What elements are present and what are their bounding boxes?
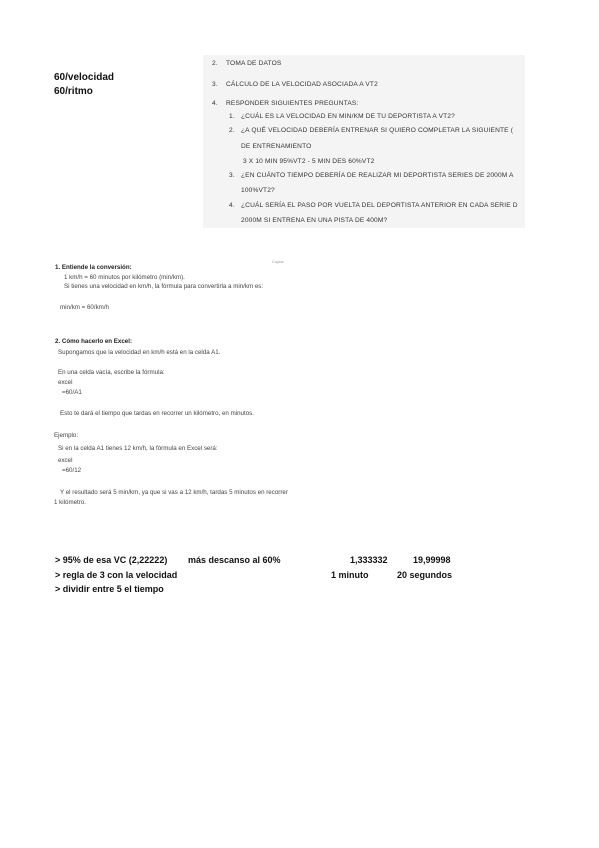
- subitem-number: 4.: [229, 202, 235, 209]
- formula: min/km = 60/km/h: [60, 304, 109, 311]
- calc-note: > dividir entre 5 el tiempo: [55, 584, 164, 594]
- calc-value: 19,99998: [413, 555, 451, 565]
- item-text: CÁLCULO DE LA VELOCIDAD ASOCIADA A VT2: [226, 81, 378, 88]
- paragraph: En una celda vacía, escribe la fórmula:: [58, 369, 165, 376]
- task-screenshot: [203, 55, 525, 228]
- subitem-text: DE ENTRENAMIENTO: [241, 143, 312, 150]
- code-label: excel: [58, 379, 73, 386]
- paragraph: Supongamos que la velocidad en km/h está en la celda A1.: [58, 349, 221, 356]
- calc-note: > 95% de esa VC (2,22222): [55, 555, 168, 565]
- item-text: RESPONDER SIGUIENTES PREGUNTAS:: [226, 100, 359, 107]
- subitem-number: 1.: [229, 113, 235, 120]
- calc-value: 1,333332: [350, 555, 388, 565]
- calc-value: 1 minuto: [331, 570, 369, 580]
- copy-label: Copiar: [272, 259, 284, 264]
- paragraph: 1 kilómetro.: [54, 499, 86, 506]
- section-heading: 2. Cómo hacerlo en Excel:: [55, 338, 133, 345]
- code-label: excel: [58, 457, 73, 464]
- subitem-text: ¿A QUÉ VELOCIDAD DEBERÍA ENTRENAR SI QUIERO COMPLETAR LA SIGUIENTE (: [241, 127, 514, 134]
- note-ritmo: 60/ritmo: [54, 86, 93, 97]
- item-number: 4.: [212, 100, 218, 107]
- subitem-text: 2000M SI ENTRENA EN UNA PISTA DE 400M?: [241, 217, 388, 224]
- paragraph: Y el resultado será 5 min/km, ya que si vas a 12 km/h, tardas 5 minutos en recorrer: [60, 489, 288, 496]
- paragraph: Si tienes una velocidad en km/h, la fórmula para convertirla a min/km es:: [64, 283, 264, 290]
- subitem-text: ¿EN CUÁNTO TIEMPO DEBERÍA DE REALIZAR MI DEPORTISTA SERIES DE 2000M A: [241, 172, 514, 179]
- calc-note: > regla de 3 con la velocidad: [55, 570, 178, 580]
- calc-value: 20 segundos: [397, 570, 453, 580]
- paragraph: Si en la celda A1 tienes 12 km/h, la fórmula en Excel será:: [58, 445, 218, 452]
- subitem-number: 3.: [229, 172, 235, 179]
- code-formula: =60/A1: [62, 389, 82, 396]
- subitem-text: ¿CUÁL ES LA VELOCIDAD EN MIN/KM DE TU DEPORTISTA A VT2?: [241, 113, 455, 120]
- subitem-text: 3 X 10 MIN 95%VT2 - 5 MIN DES 60%VT2: [243, 158, 375, 165]
- item-number: 3.: [212, 81, 218, 88]
- item-number: 2.: [212, 60, 218, 67]
- example-label: Ejemplo:: [54, 432, 79, 439]
- subitem-number: 2.: [229, 127, 235, 134]
- code-formula: =60/12: [62, 467, 82, 474]
- subitem-text: ¿CUÁL SERÍA EL PASO POR VUELTA DEL DEPORTISTA ANTERIOR EN CADA SERIE D: [241, 202, 518, 209]
- note-velocidad: 60/velocidad: [54, 72, 115, 83]
- section-heading: 1. Entiende la conversión:: [55, 264, 132, 271]
- subitem-text: 100%VT2?: [241, 187, 275, 194]
- paragraph: 1 km/h = 60 minutos por kilómetro (min/km).: [64, 274, 185, 281]
- paragraph: Esto te dará el tiempo que tardas en recorrer un kilómetro, en minutos.: [60, 410, 254, 417]
- calc-note: más descanso al 60%: [188, 555, 281, 565]
- item-text: TOMA DE DATOS: [226, 60, 282, 67]
